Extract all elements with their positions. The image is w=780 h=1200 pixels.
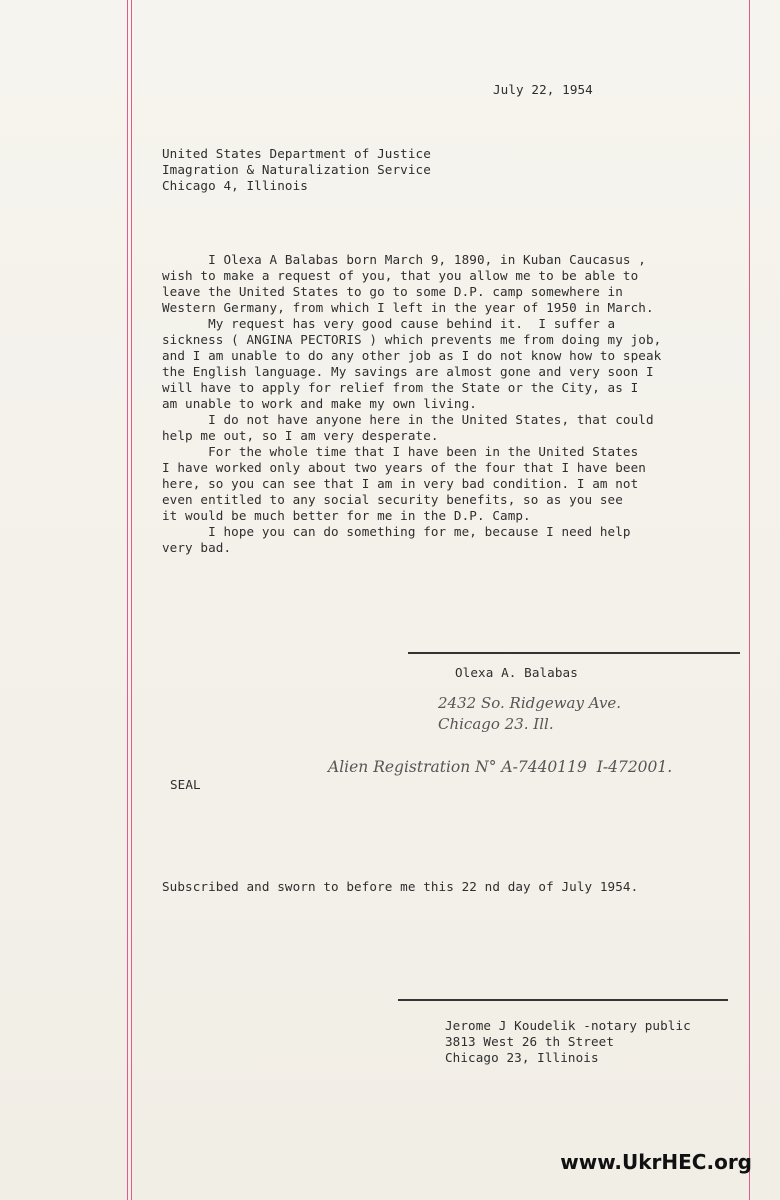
- subscribed-line: Subscribed and sworn to before me this 22 nd day of July 1954.: [162, 879, 639, 894]
- notary-signature-line: [398, 999, 728, 1001]
- site-watermark: www.UkrHEC.org: [560, 1150, 752, 1174]
- letter-date: July 22, 1954: [493, 82, 593, 97]
- body-line: the English language. My savings are almost gone and very soon I: [162, 364, 654, 379]
- body-line: For the whole time that I have been in the United States: [162, 444, 639, 459]
- body-line: here, so you can see that I am in very bad condition. I am not: [162, 476, 639, 491]
- signer-name: Olexa A. Balabas: [455, 665, 578, 680]
- body-line: sickness ( ANGINA PECTORIS ) which prevents me from doing my job,: [162, 332, 662, 347]
- body-line: even entitled to any social security benefits, so as you see: [162, 492, 623, 507]
- body-line: and I am unable to do any other job as I do not know how to speak: [162, 348, 662, 363]
- alien-registration: Alien Registration N° A-7440119 I-472001.: [328, 758, 673, 776]
- notary-block: [445, 1018, 691, 1066]
- body-line: wish to make a request of you, that you allow me to be able to: [162, 268, 639, 283]
- handwritten-address-line: Chicago 23. Ill.: [438, 715, 554, 733]
- margin-line-left: [127, 0, 128, 1200]
- notary-line: 3813 West 26 th Street: [445, 1034, 615, 1049]
- addressee-block: [162, 146, 431, 194]
- body-line: leave the United States to go to some D.P. camp somewhere in: [162, 284, 623, 299]
- body-line: I Olexa A Balabas born March 9, 1890, in Kuban Caucasus ,: [162, 252, 646, 267]
- body-line: am unable to work and make my own living.: [162, 396, 477, 411]
- addressee-line: Imagration & Naturalization Service: [162, 162, 431, 177]
- body-line: My request has very good cause behind it. I suffer a: [162, 316, 616, 331]
- margin-line-right: [749, 0, 750, 1200]
- addressee-line: Chicago 4, Illinois: [162, 178, 308, 193]
- handwritten-address-line: 2432 So. Ridgeway Ave.: [438, 694, 622, 712]
- addressee-line: United States Department of Justice: [162, 146, 431, 161]
- letter-body: [162, 252, 661, 556]
- body-line: it would be much better for me in the D.P. Camp.: [162, 508, 531, 523]
- notary-line: Jerome J Koudelik -notary public: [445, 1018, 691, 1033]
- body-line: I have worked only about two years of the four that I have been: [162, 460, 646, 475]
- notary-line: Chicago 23, Illinois: [445, 1050, 599, 1065]
- body-line: very bad.: [162, 540, 232, 555]
- seal-label: SEAL: [170, 777, 201, 792]
- body-line: I do not have anyone here in the United States, that could: [162, 412, 654, 427]
- body-line: I hope you can do something for me, because I need help: [162, 524, 631, 539]
- margin-line-left-2: [131, 0, 132, 1200]
- signature-line: [408, 652, 740, 654]
- body-line: help me out, so I am very desperate.: [162, 428, 439, 443]
- body-line: will have to apply for relief from the State or the City, as I: [162, 380, 639, 395]
- body-line: Western Germany, from which I left in the year of 1950 in March.: [162, 300, 654, 315]
